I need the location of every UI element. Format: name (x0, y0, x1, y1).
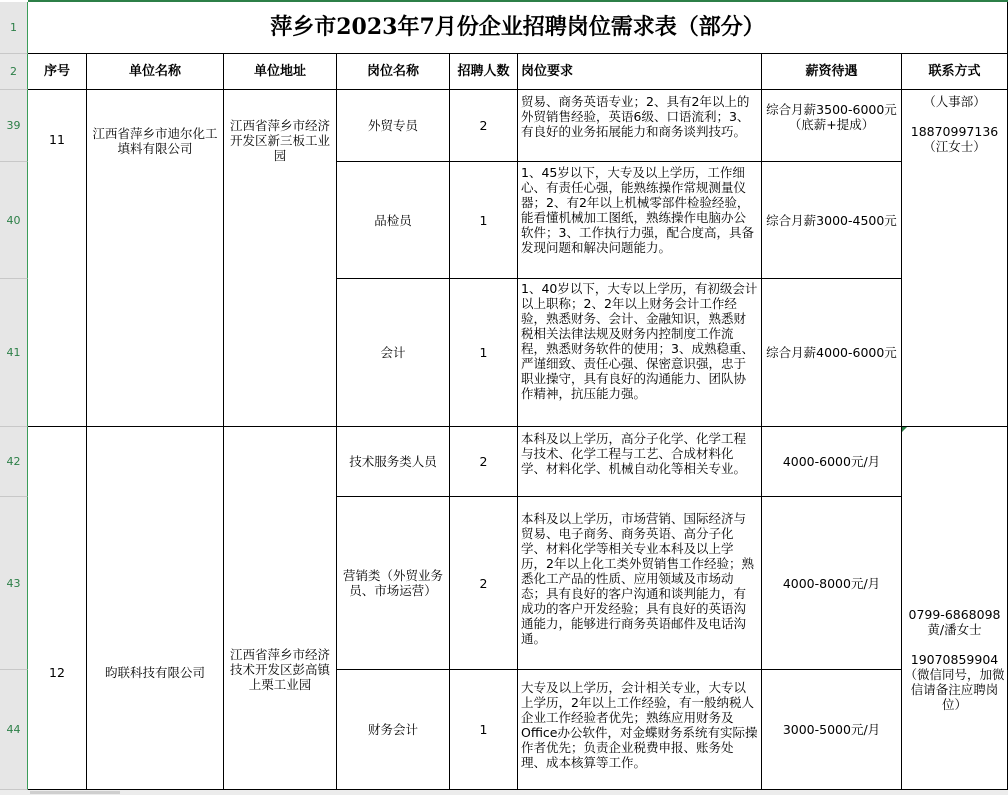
company12-job2-salary[interactable]: 4000-8000元/月 (762, 497, 902, 670)
header-address[interactable]: 单位地址 (224, 54, 337, 90)
company12-job2-position[interactable]: 营销类（外贸业务员、市场运营） (337, 497, 450, 670)
header-contact[interactable]: 联系方式 (902, 54, 1008, 90)
company12-job1-position[interactable]: 技术服务类人员 (337, 427, 450, 497)
company11-job2-requirements[interactable]: 1、45岁以下，大专及以上学历，工作细心、有责任心强，能熟练操作常规测量仪器；2、有2年以上机械零部件检验经验，能看懂机械加工图纸，熟练操作电脑办公软件；3、工作执行力强，配合度高，具备发现问题和解决问题能力。 (518, 162, 762, 279)
company11-job1-position[interactable]: 外贸专员 (337, 90, 450, 162)
company11-seq[interactable]: 11 (28, 90, 87, 427)
row-header-2[interactable]: 2 (0, 54, 28, 90)
company11-job2-count[interactable]: 1 (450, 162, 518, 279)
company11-job1-salary[interactable]: 综合月薪3500-6000元（底薪+提成） (762, 90, 902, 162)
company12-contact[interactable]: 0799-6868098 黄/潘女士 19070859904 （微信同号，加微信请备注应聘岗位） (902, 427, 1008, 790)
company11-address[interactable]: 江西省萍乡市经济开发区新三板工业园 (224, 90, 337, 427)
header-salary[interactable]: 薪资待遇 (762, 54, 902, 90)
company11-contact[interactable]: （人事部） 18870997136 （江女士） (902, 90, 1008, 427)
company11-job1-requirements[interactable]: 贸易、商务英语专业；2、具有2年以上的外贸销售经验，英语6级、口语流利；3、有良好的业务拓展能力和商务谈判技巧。 (518, 90, 762, 162)
header-requirements[interactable]: 岗位要求 (518, 54, 762, 90)
row-header-44[interactable]: 44 (0, 670, 28, 790)
company11-job1-count[interactable]: 2 (450, 90, 518, 162)
company11-name[interactable]: 江西省萍乡市迪尔化工填料有限公司 (87, 90, 224, 427)
company12-job1-requirements[interactable]: 本科及以上学历，高分子化学、化学工程与技术、化学工程与工艺、合成材料化学、材料化学、机械自动化等相关专业。 (518, 427, 762, 497)
company11-job3-position[interactable]: 会计 (337, 279, 450, 427)
company11-job3-salary[interactable]: 综合月薪4000-6000元 (762, 279, 902, 427)
company12-job3-salary[interactable]: 3000-5000元/月 (762, 670, 902, 790)
company12-job1-salary[interactable]: 4000-6000元/月 (762, 427, 902, 497)
comment-marker (902, 427, 907, 432)
company11-job2-position[interactable]: 品检员 (337, 162, 450, 279)
company12-seq[interactable]: 12 (28, 427, 87, 790)
company12-job1-count[interactable]: 2 (450, 427, 518, 497)
company12-job2-count[interactable]: 2 (450, 497, 518, 670)
company12-job3-position[interactable]: 财务会计 (337, 670, 450, 790)
row-header-42[interactable]: 42 (0, 427, 28, 497)
company12-job3-count[interactable]: 1 (450, 670, 518, 790)
horizontal-scrollbar[interactable] (0, 790, 1008, 795)
company11-job3-requirements[interactable]: 1、40岁以下，大专以上学历，有初级会计以上职称；2、2年以上财务会计工作经验，熟悉财务、会计、金融知识，熟悉财税相关法律法规及财务内控制度工作流程，熟悉财务软件的使用；3、成熟稳重、严谨细致、责任心强、保密意识强，忠于职业操守，具有良好的沟通能力、团队协作精神，抗压能力强。 (518, 279, 762, 427)
row-header-43[interactable]: 43 (0, 497, 28, 670)
company12-job3-requirements[interactable]: 大专及以上学历，会计相关专业，大专以上学历，2年以上工作经验，有一般纳税人企业工作经验者优先；熟练应用财务及Office办公软件，对金蝶财务系统有实际操作者优先；负责企业税费申报、账务处理、成本核算等工作。 (518, 670, 762, 790)
company12-address[interactable]: 江西省萍乡市经济技术开发区彭高镇上栗工业园 (224, 427, 337, 790)
company11-job3-count[interactable]: 1 (450, 279, 518, 427)
row-header-1[interactable]: 1 (0, 2, 28, 54)
row-header-40[interactable]: 40 (0, 162, 28, 279)
company12-name[interactable]: 昀联科技有限公司 (87, 427, 224, 790)
header-position[interactable]: 岗位名称 (337, 54, 450, 90)
header-seq[interactable]: 序号 (28, 54, 87, 90)
company12-job2-requirements[interactable]: 本科及以上学历，市场营销、国际经济与贸易、电子商务、商务英语、高分子化学、材料化学等相关专业本科及以上学历，2年以上化工类外贸销售工作经验；熟悉化工产品的性质、应用领域及市场动态；具有良好的客户沟通和谈判能力，有成功的客户开发经验；具有良好的英语沟通能力，能够进行商务英语邮件及电话沟通。 (518, 497, 762, 670)
company11-job2-salary[interactable]: 综合月薪3000-4500元 (762, 162, 902, 279)
header-company[interactable]: 单位名称 (87, 54, 224, 90)
row-header-39[interactable]: 39 (0, 90, 28, 162)
sheet-title[interactable]: 萍乡市2023年7月份企业招聘岗位需求表（部分） (28, 2, 1008, 54)
scrollbar-thumb[interactable] (30, 791, 120, 794)
header-count[interactable]: 招聘人数 (450, 54, 518, 90)
row-header-41[interactable]: 41 (0, 279, 28, 427)
